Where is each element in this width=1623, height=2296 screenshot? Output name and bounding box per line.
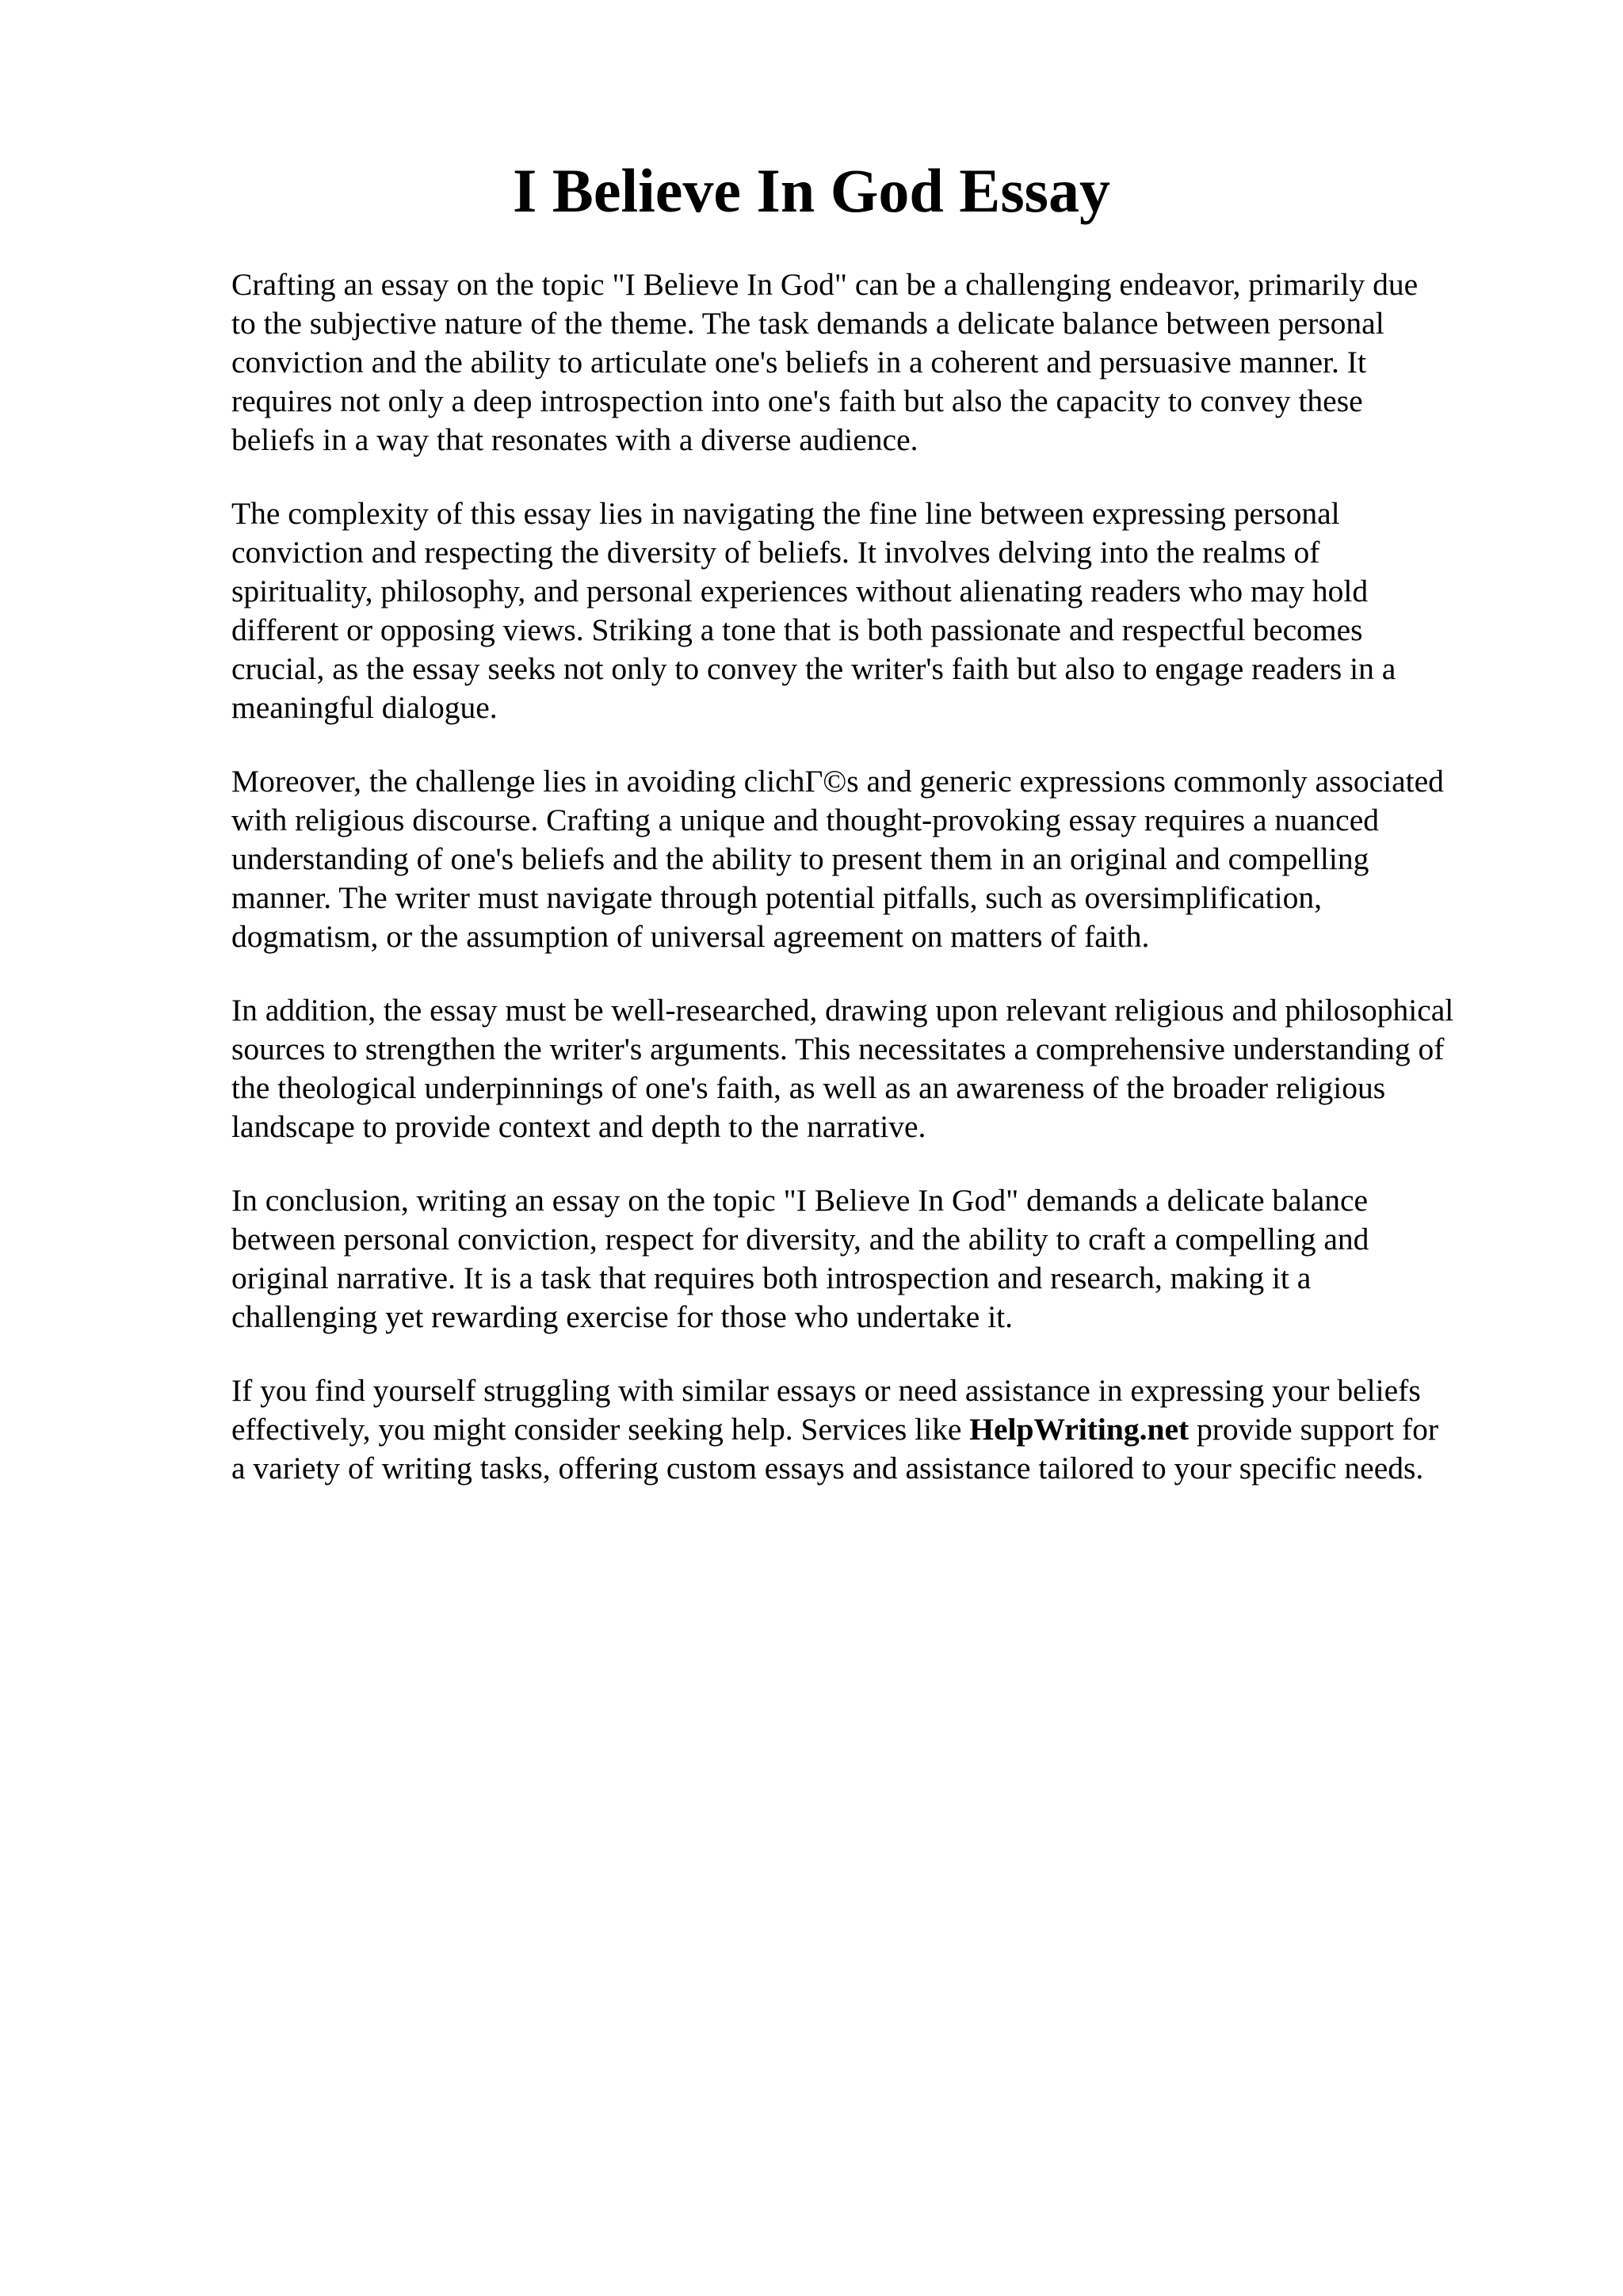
text-line: In addition, the essay must be well-researched, drawing upon relevant religious and philosophical (231, 993, 1454, 1028)
page-title: I Believe In God Essay (512, 156, 1111, 225)
text-line: sources to strengthen the writer's arguments. This necessitates a comprehensive understanding of (231, 1032, 1445, 1066)
text-line: landscape to provide context and depth to the narrative. (231, 1109, 926, 1144)
text-line-with-brand (231, 1410, 1539, 1449)
paragraph-5 (231, 1181, 1539, 1337)
text-line: requires not only a deep introspection into one's faith but also the capacity to convey these (231, 383, 1363, 418)
text-line: with religious discourse. Crafting a unique and thought-provoking essay requires a nuanced (231, 803, 1379, 837)
helpwriting-brand-name: HelpWriting.net (969, 1412, 1190, 1447)
text-line: Moreover, the challenge lies in avoiding clichΓ©s and generic expressions commonly associated (231, 764, 1444, 799)
text-line: meaningful dialogue. (231, 690, 498, 725)
text-line: the theological underpinnings of one's faith, as well as an awareness of the broader religious (231, 1070, 1386, 1105)
paragraph-2 (231, 494, 1539, 727)
essay-body (231, 265, 1539, 1523)
text-segment: provide support for (1189, 1412, 1438, 1447)
text-line: original narrative. It is a task that requires both introspection and research, making it a (231, 1261, 1312, 1295)
paragraph-4 (231, 991, 1539, 1146)
text-line: spirituality, philosophy, and personal experiences without alienating readers who may hold (231, 574, 1369, 608)
text-line: conviction and respecting the diversity of beliefs. It involves delving into the realms of (231, 535, 1320, 570)
text-line: challenging yet rewarding exercise for those who undertake it. (231, 1299, 1014, 1334)
text-line: The complexity of this essay lies in navigating the fine line between expressing personal (231, 496, 1340, 531)
text-line: dogmatism, or the assumption of universal agreement on matters of faith. (231, 919, 1150, 954)
text-line: Crafting an essay on the topic "I Believe In God" can be a challenging endeavor, primarily due (231, 267, 1419, 302)
closing-paragraph (231, 1371, 1539, 1488)
text-line: beliefs in a way that resonates with a diverse audience. (231, 422, 918, 457)
text-line: If you find yourself struggling with similar essays or need assistance in expressing your beliefs (231, 1373, 1421, 1408)
text-line: crucial, as the essay seeks not only to convey the writer's faith but also to engage readers in a (231, 651, 1396, 686)
text-line: understanding of one's beliefs and the ability to present them in an original and compelling (231, 841, 1369, 876)
paragraph-3 (231, 762, 1539, 956)
text-line: to the subjective nature of the theme. The task demands a delicate balance between personal (231, 306, 1384, 341)
text-line: a variety of writing tasks, offering custom essays and assistance tailored to your specific needs. (231, 1451, 1424, 1486)
text-line: conviction and the ability to articulate one's beliefs in a coherent and persuasive manner. It (231, 345, 1366, 379)
text-segment: effectively, you might consider seeking help. Services like (231, 1412, 970, 1447)
text-line: between personal conviction, respect for diversity, and the ability to craft a compelling and (231, 1222, 1369, 1257)
paragraph-1 (231, 265, 1539, 460)
text-line: In conclusion, writing an essay on the topic "I Believe In God" demands a delicate balance (231, 1183, 1369, 1218)
text-line: manner. The writer must navigate through potential pitfalls, such as oversimplification, (231, 880, 1322, 915)
text-line: different or opposing views. Striking a tone that is both passionate and respectful becomes (231, 612, 1363, 647)
